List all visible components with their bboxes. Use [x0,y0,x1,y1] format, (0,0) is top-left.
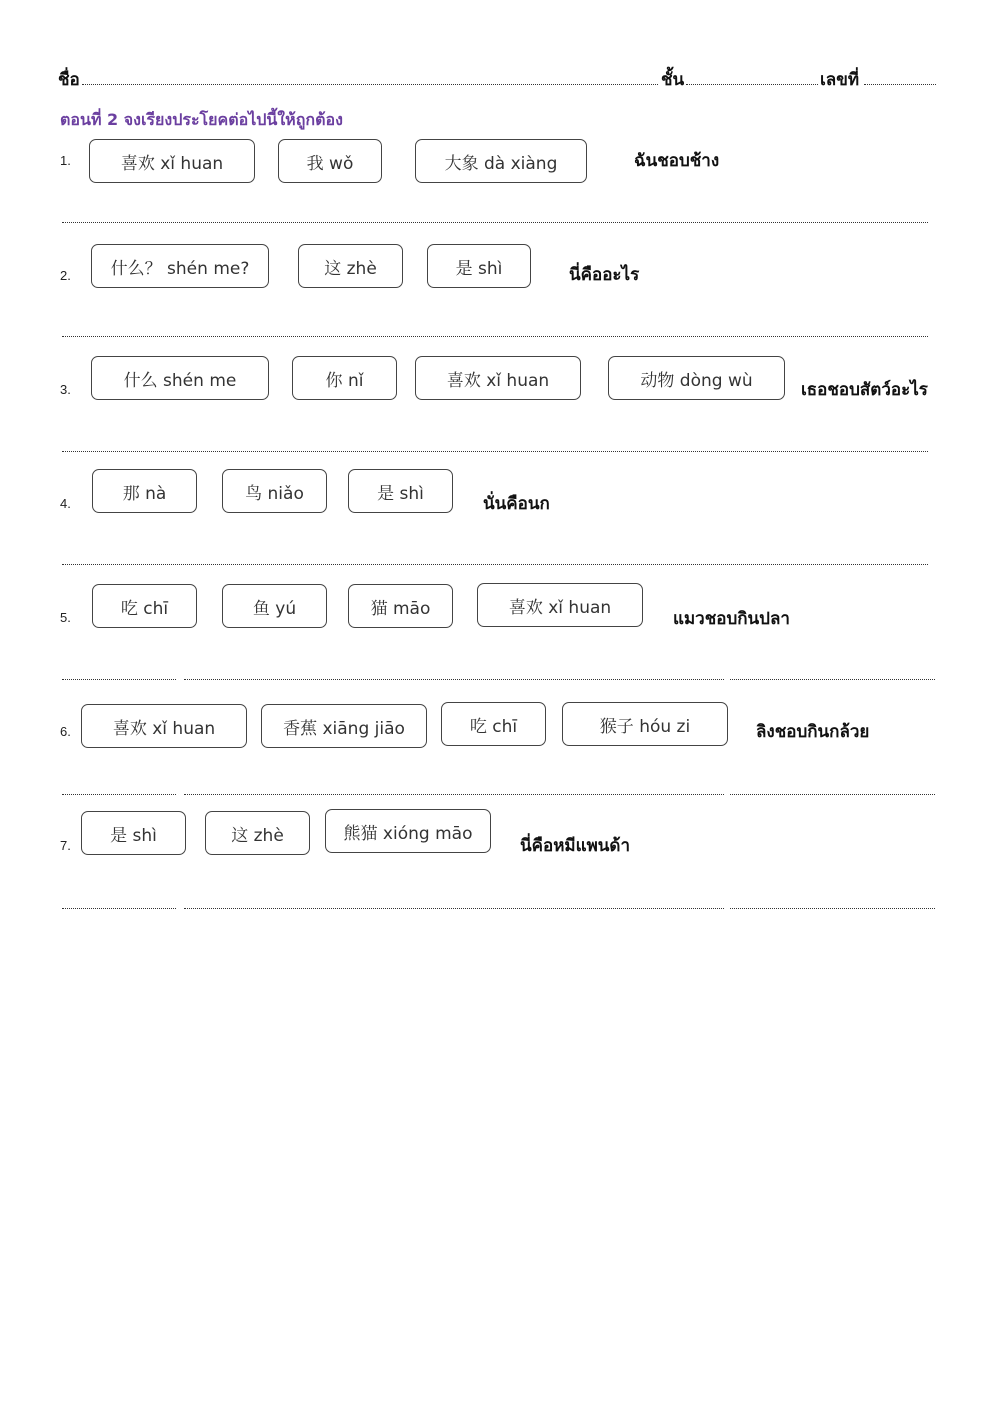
word-chip[interactable]: 鱼 yú [222,584,327,628]
word-chip[interactable]: 大象 dà xiàng [415,139,587,183]
name-label: ชื่อ [58,70,80,90]
word-chip[interactable]: 鸟 niǎo [222,469,327,513]
answer-line[interactable] [730,908,935,909]
question-number: 1. [60,153,71,168]
answer-line[interactable] [184,679,724,680]
answer-line[interactable] [184,908,724,909]
thai-translation: แมวชอบกินปลา [673,609,790,629]
question-number: 7. [60,838,71,853]
question-number: 5. [60,610,71,625]
question-number: 2. [60,268,71,283]
word-chip[interactable]: 是 shì [427,244,531,288]
thai-translation: นี่คืออะไร [569,265,640,285]
answer-line[interactable] [184,794,724,795]
section-title: ตอนที่ 2 จงเรียงประโยคต่อไปนี้ให้ถูกต้อง [60,110,343,129]
word-chip[interactable]: 喜欢 xǐ huan [81,704,247,748]
word-chip[interactable]: 这 zhè [298,244,403,288]
answer-line[interactable] [62,908,176,909]
answer-line[interactable] [62,336,928,337]
thai-translation: ลิงชอบกินกล้วย [756,722,870,742]
question-number: 3. [60,382,71,397]
word-chip[interactable]: 是 shì [348,469,453,513]
word-chip[interactable]: 我 wǒ [278,139,382,183]
answer-line[interactable] [62,451,928,452]
word-chip[interactable]: 喜欢 xǐ huan [477,583,643,627]
word-chip[interactable]: 那 nà [92,469,197,513]
number-label: เลขที่ [820,70,860,90]
answer-line[interactable] [62,222,928,223]
answer-line[interactable] [730,679,935,680]
thai-translation: นี่คือหมีแพนด้า [520,836,630,856]
word-chip[interactable]: 熊猫 xióng māo [325,809,491,853]
answer-line[interactable] [62,794,176,795]
thai-translation: ฉันชอบช้าง [634,151,720,171]
word-chip[interactable]: 吃 chī [441,702,546,746]
word-chip[interactable]: 是 shì [81,811,186,855]
class-label: ชั้น [661,70,685,90]
question-number: 6. [60,724,71,739]
answer-line[interactable] [62,679,176,680]
word-chip[interactable]: 什么？ shén me? [91,244,269,288]
word-chip[interactable]: 吃 chī [92,584,197,628]
thai-translation: นั่นคือนก [483,494,550,514]
word-chip[interactable]: 动物 dòng wù [608,356,785,400]
word-chip[interactable]: 你 nǐ [292,356,397,400]
thai-translation: เธอชอบสัตว์อะไร [801,380,928,400]
word-chip[interactable]: 猫 māo [348,584,453,628]
word-chip[interactable]: 猴子 hóu zi [562,702,728,746]
answer-line[interactable] [62,564,928,565]
number-field[interactable] [864,84,936,85]
word-chip[interactable]: 香蕉 xiāng jiāo [261,704,427,748]
answer-line[interactable] [730,794,935,795]
word-chip[interactable]: 这 zhè [205,811,310,855]
class-field[interactable] [686,84,818,85]
question-number: 4. [60,496,71,511]
word-chip[interactable]: 喜欢 xǐ huan [89,139,255,183]
word-chip[interactable]: 喜欢 xǐ huan [415,356,581,400]
word-chip[interactable]: 什么 shén me [91,356,269,400]
name-field[interactable] [82,84,658,85]
